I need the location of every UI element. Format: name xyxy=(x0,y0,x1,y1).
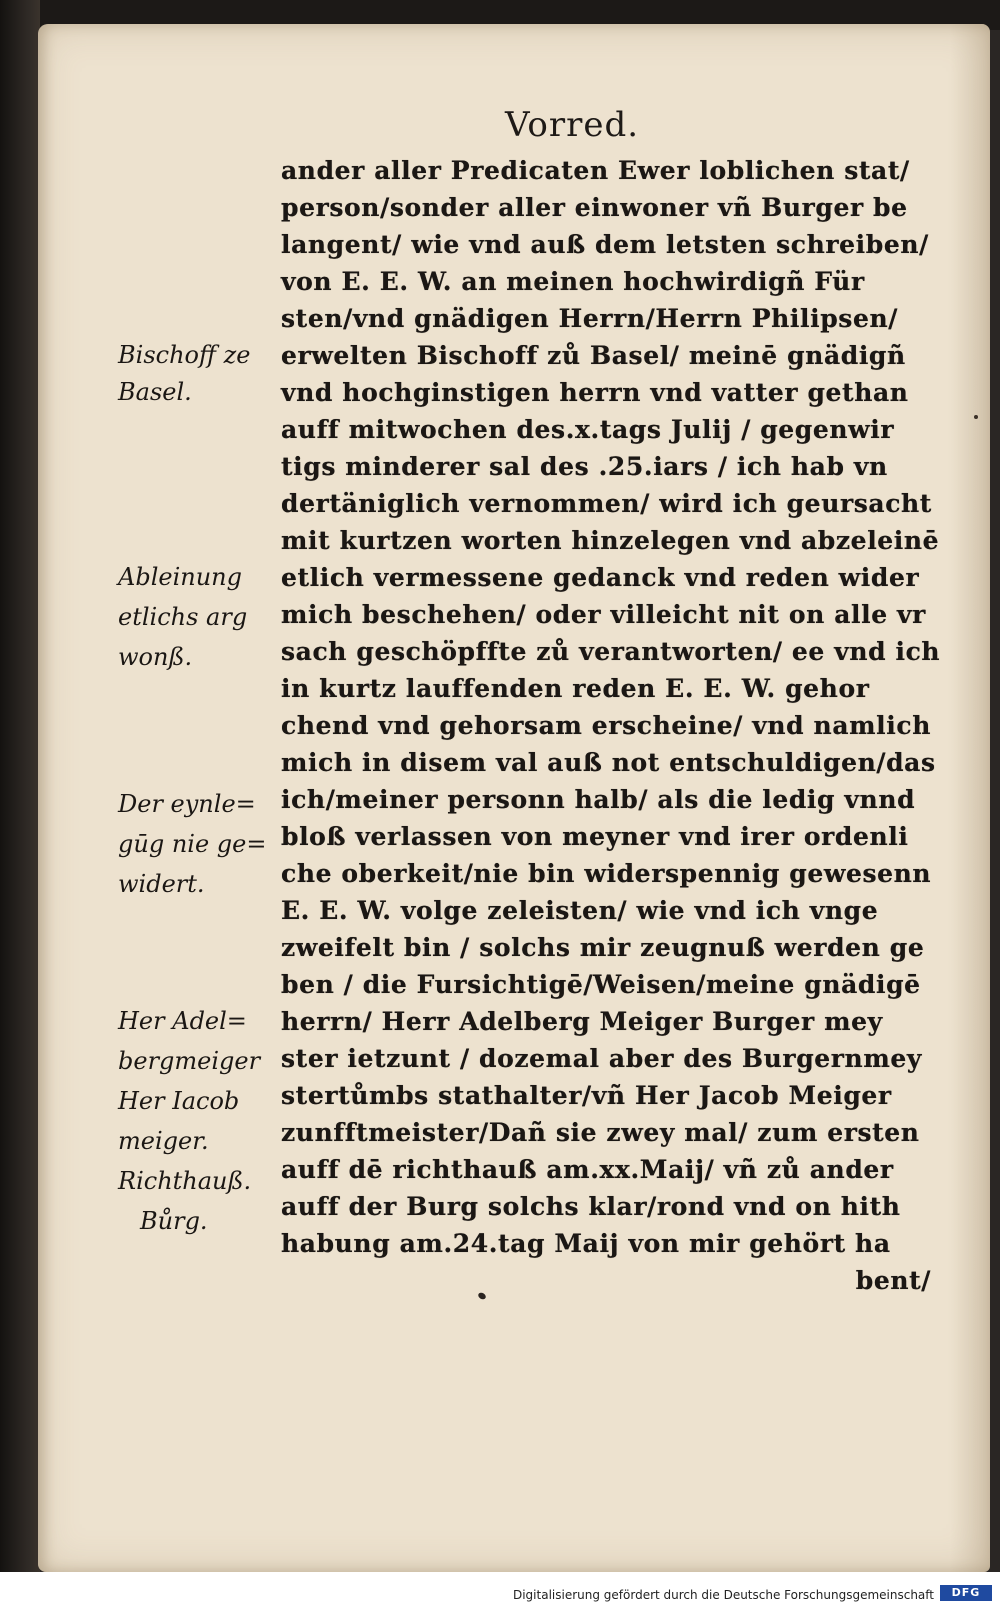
text-line: mich beschehen/ oder villeicht nit on alle vr xyxy=(281,600,926,629)
marginal-note: etlichs arg xyxy=(118,603,248,631)
text-line: ben / die Fursichtigē/Weisen/meine gnädigē xyxy=(281,970,921,999)
dfg-logo: DFG xyxy=(940,1585,992,1601)
marginal-note: wonß. xyxy=(118,643,193,671)
text-line: mit kurtzen worten hinzelegen vnd abzeleinē xyxy=(281,526,940,555)
text-line: erwelten Bischoff zů Basel/ meinē gnädigñ xyxy=(281,341,906,370)
marginal-note: Her Adel= xyxy=(118,1007,247,1035)
marginal-note: Bůrg. xyxy=(140,1207,208,1235)
text-line: in kurtz lauffenden reden E. E. W. gehor xyxy=(281,674,870,703)
text-line: auff dē richthauß am.xx.Maij/ vñ zů ander xyxy=(281,1155,894,1184)
marginal-note: Bischoff ze xyxy=(118,341,251,369)
text-line: dertäniglich vernommen/ wird ich geursacht xyxy=(281,489,932,518)
text-line: auff der Burg solchs klar/rond vnd on hith xyxy=(281,1192,901,1221)
text-line: stertůmbs stathalter/vñ Her Jacob Meiger xyxy=(281,1081,892,1110)
marginal-note: bergmeiger xyxy=(118,1047,261,1075)
text-line: sach geschöpffte zů verantworten/ ee vnd ich xyxy=(281,637,941,666)
marginal-note: gūg nie ge= xyxy=(118,830,267,858)
text-line: habung am.24.tag Maij von mir gehört ha xyxy=(281,1229,891,1258)
marginal-note: meiger. xyxy=(118,1127,209,1155)
text-line: von E. E. W. an meinen hochwirdigñ Für xyxy=(281,267,865,296)
page-header: Vorred. xyxy=(505,105,640,145)
marginal-note: Richthauß. xyxy=(118,1167,252,1195)
scan-background-left xyxy=(0,0,40,1611)
text-line: ster ietzunt / dozemal aber des Burgernmey xyxy=(281,1044,923,1073)
marginal-note: Her Iacob xyxy=(118,1087,240,1115)
text-line: zweifelt bin / solchs mir zeugnuß werden ge xyxy=(281,933,925,962)
marginal-note: Ableinung xyxy=(118,563,242,591)
text-line: langent/ wie vnd auß dem letsten schreiben/ xyxy=(281,230,929,259)
text-line: etlich vermessene gedanck vnd reden wider xyxy=(281,563,920,592)
text-line: bloß verlassen von meyner vnd irer ordenli xyxy=(281,822,909,851)
text-line: person/sonder aller einwoner vñ Burger be xyxy=(281,193,908,222)
text-line: mich in disem val auß not entschuldigen/das xyxy=(281,748,936,777)
text-line: sten/vnd gnädigen Herrn/Herrn Philipsen/ xyxy=(281,304,898,333)
text-line: tigs minderer sal des .25.iars / ich hab vn xyxy=(281,452,888,481)
text-line: herrn/ Herr Adelberg Meiger Burger mey xyxy=(281,1007,883,1036)
text-line: auff mitwochen des.x.tags Julij / gegenwir xyxy=(281,415,895,444)
text-line: chend vnd gehorsam erscheine/ vnd namlich xyxy=(281,711,931,740)
marginal-note: widert. xyxy=(118,870,205,898)
text-line: ander aller Predicaten Ewer loblichen stat/ xyxy=(281,156,910,185)
text-line: zunfftmeister/Dañ sie zwey mal/ zum ersten xyxy=(281,1118,920,1147)
footer-credit: Digitalisierung gefördert durch die Deutsche Forschungsgemeinschaft xyxy=(512,1588,934,1602)
marginal-note: Der eynle= xyxy=(118,790,256,818)
text-line: vnd hochginstigen herrn vnd vatter gethan xyxy=(281,378,909,407)
text-line: bent/ xyxy=(855,1266,931,1295)
text-line: ich/meiner personn halb/ als die ledig vnnd xyxy=(281,785,916,814)
marginal-note: Basel. xyxy=(118,378,192,406)
text-line: che oberkeit/nie bin widerspennig gewesenn xyxy=(281,859,932,888)
ink-dot xyxy=(974,415,978,419)
text-line: E. E. W. volge zeleisten/ wie vnd ich vnge xyxy=(281,896,879,925)
